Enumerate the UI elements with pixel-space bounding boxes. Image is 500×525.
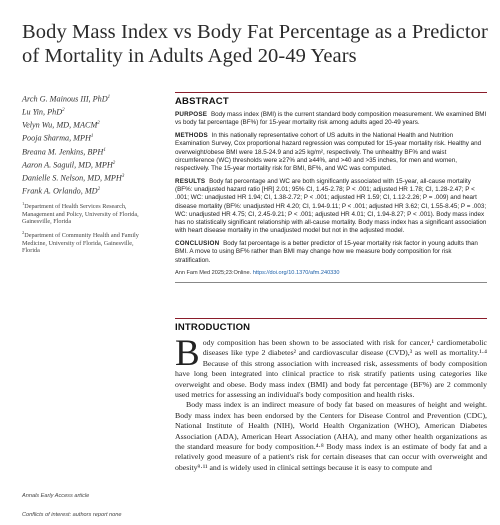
author: Danielle S. Nelson, MD, MPH$^3$: [22, 173, 125, 183]
paragraph: Body composition has been shown to be associated with risk for cancer,¹ cardiometabolic diseases like type 2 diabetes² and cardiovascular disease (CVD),³ as well as mortality.¹·⁴ Because of this strong association with increased risk, assessments of body composition have long been integrated into clinical practice to risk stratify patients using categories like overweight and obese. Body mass index (BMI) and body fat percentage (BF%) are 2 commonly used metrics for assessing an individual's body composition and health risks.: [175, 333, 487, 400]
introduction-heading: INTRODUCTION: [175, 318, 487, 333]
introduction-section: [175, 318, 487, 473]
article-title: Body Mass Index vs Body Fat Percentage as a Predictor of Mortality in Adults Aged 20-49 Years: [22, 21, 488, 67]
section-text: Body fat percentage is a better predictor of 15-year mortality risk factor in young adults than BMI. A move to using BF% rather than BMI may change how we measure body composition for risk stratification.: [175, 240, 478, 264]
section-label: PURPOSE: [175, 111, 208, 118]
author: Frank A. Orlando, $MD^2$: [22, 186, 101, 196]
affiliation-list: [22, 200, 152, 255]
author-list: [22, 92, 152, 259]
author: Arch G. Mainous III, PhD$^1$: [22, 94, 111, 104]
section-label: RESULTS: [175, 178, 206, 186]
abstract-results: [175, 178, 487, 235]
citation-text: Ann Fam Med 2025;23:Online.: [175, 269, 252, 276]
conflicts-note: Conflicts of interest: authors report none: [22, 512, 122, 518]
author: Lu Yin, PhD$^2$: [22, 107, 65, 117]
section-label: CONCLUSION: [175, 240, 220, 248]
affiliation: $^2$Department of Community Health and Family Medicine, University of Florida, Gainesville, Florida: [22, 230, 139, 255]
abstract-methods: [175, 132, 487, 173]
author: Velyn Wu, MD, MACM$^2$: [22, 121, 100, 131]
author: Breana M. Jenkins, BPH$^1$: [22, 147, 106, 157]
citation: [175, 270, 487, 276]
section-text: In this nationally representative cohort of US adults in the National Health and Nutrition Examination Survey, Cox proportional hazard regression was computed for 15-year mortality risk. Healthy and overweight/obese BMI were 18.5-24.9 and ≥25 kg/m², respectively. The unhealthy BF% and waist circumference (WC) thresholds were ≥27% and ≥44%, and >40 and >35 inches, for men and women, respectively. The 15-year mortality risk for BMI, BF%, and WC was computed.: [175, 132, 482, 172]
author: Aaron A. Saguil, MD, MPH$^2$: [22, 160, 116, 170]
doi-link[interactable]: https://doi.org/10.1370/afm.240330: [252, 269, 340, 276]
body-text: [175, 333, 487, 473]
abstract-section: [175, 92, 487, 283]
paragraph: Body mass index is an indirect measure of body fat based on measures of height and weight. Body mass index has been endorsed by the Centers for Disease Control and Prevention (CDC), National Institute of Health (NIH), World Health Organization (WHO), American Diabetes Association (ADA), American Heart Association (AHA), and many other health organizations as the standard measure for body composition.⁴·⁸ Body mass index is an estimate of body fat and a relatively good measure of a patient's risk for certain diseases that can occur with overweight and obesity⁹·¹¹ and is widely used in clinical settings because it is easy to compute and: [175, 400, 487, 472]
abstract-purpose: [175, 111, 487, 127]
section-label: METHODS: [175, 132, 208, 140]
divider: [175, 282, 487, 283]
affiliation: $^1$Department of Health Services Research, Management and Policy, University of Florida, Gainesville, Florida: [22, 201, 139, 225]
drop-cap: B: [175, 333, 200, 374]
early-access-note: Annals Early Access article: [22, 493, 90, 499]
section-text: Body fat percentage and WC are both significantly associated with 15-year, all-cause mortality (BF%: unadjusted hazard ratio [HR] 2.01; 95% CI, 1.45-2.78; P < .001; adjusted HR 1.78; CI, 1.28-2.47; P < .001; WC: unadjusted HR 1.94; CI, 1.38-2.72; P < .001; adjusted HR 1.59; CI, 1.12-2.26; P = .009) and heart disease mortality (BF%: unadjusted HR 4.20; CI, 1.94-9.11; P < .001; adjusted HR 3.62; CI, 1.55-8.45; P = .003; WC: unadjusted HR 4.75; CI, 2.45-9.21; P < .001; adjusted HR 4.01; CI, 1.94-8.27; P < .001). Body mass index has no statistically significant relationship with all-cause mortality. Body mass index has a significant association with heart disease mortality in the unadjusted model but not in the adjusted model.: [175, 178, 487, 235]
section-text: Body mass index (BMI) is the current standard body composition measurement. We examined BMI vs body fat percentage (BF%) for 15-year mortality risk among adults aged 20-49 years.: [175, 111, 487, 127]
author: Pooja Sharma, MPH$^1$: [22, 134, 94, 144]
abstract-heading: ABSTRACT: [175, 92, 487, 107]
abstract-conclusion: [175, 240, 487, 264]
